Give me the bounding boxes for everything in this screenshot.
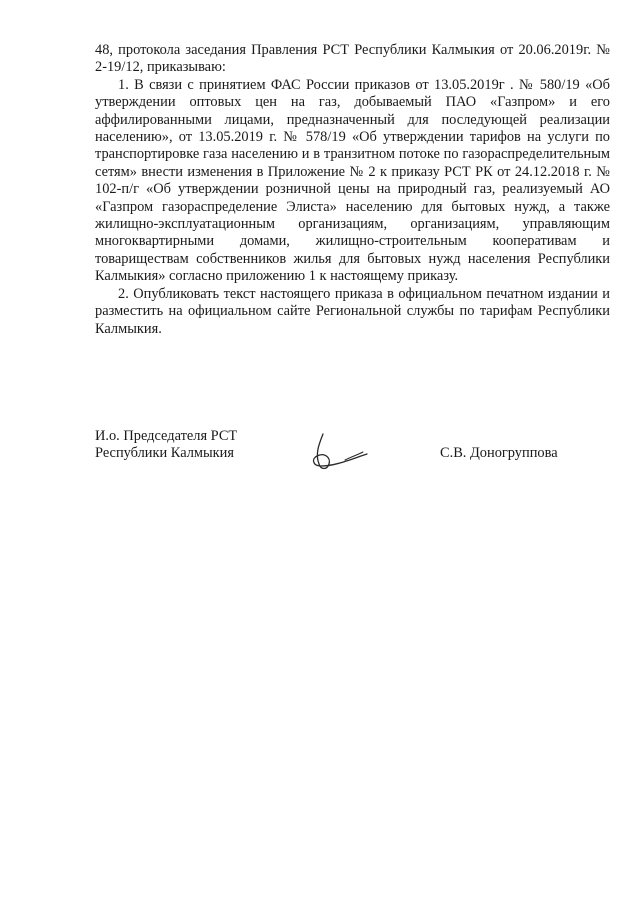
paragraph-1: 1. В связи с принятием ФАС России приказов от 13.05.2019г . № 580/19 «Об утверждении оптовых цен на газ, добываемый ПАО «Газпром» и его аффилированными лицами, предназначенный для последующей реализации населению», от 13.05.2019 г. № 578/19 «Об утверждении тарифов на услуги по транспортировке газа населению и в транзитном потоке по газораспределительным сетям» внести изменения в Приложение № 2 к приказу РСТ РК от 24.12.2018 г. № 102-п/г «Об утверждении розничной цены на природный газ, реализуемый АО «Газпром газораспределение Элиста» населению для бытовых нужд, а также жилищно-эксплуатационным организациям, организациям, управляющим многоквартирными домами, жилищно-строительным кооперативам и товариществам собственников жилья для бытовых нужд населения Республики Калмыкия» согласно приложению 1 к настоящему приказу. — [95, 76, 610, 285]
handwritten-signature — [305, 430, 375, 475]
signer-name: С.В. Доногруппова — [440, 445, 558, 461]
signatory-position — [95, 428, 237, 463]
document-body — [95, 42, 610, 338]
position-line-2: Республики Калмыкия — [95, 445, 234, 462]
position-line-1: И.о. Председателя РСТ — [95, 428, 238, 444]
intro-paragraph: 48, протокола заседания Правления РСТ Республики Калмыкия от 20.06.2019г. № 2-19/12, приказываю: — [95, 42, 610, 76]
paragraph-2: 2. Опубликовать текст настоящего приказа в официальном печатном издании и разместить на официальном сайте Региональной службы по тарифам Республики Калмыкия. — [95, 285, 610, 337]
